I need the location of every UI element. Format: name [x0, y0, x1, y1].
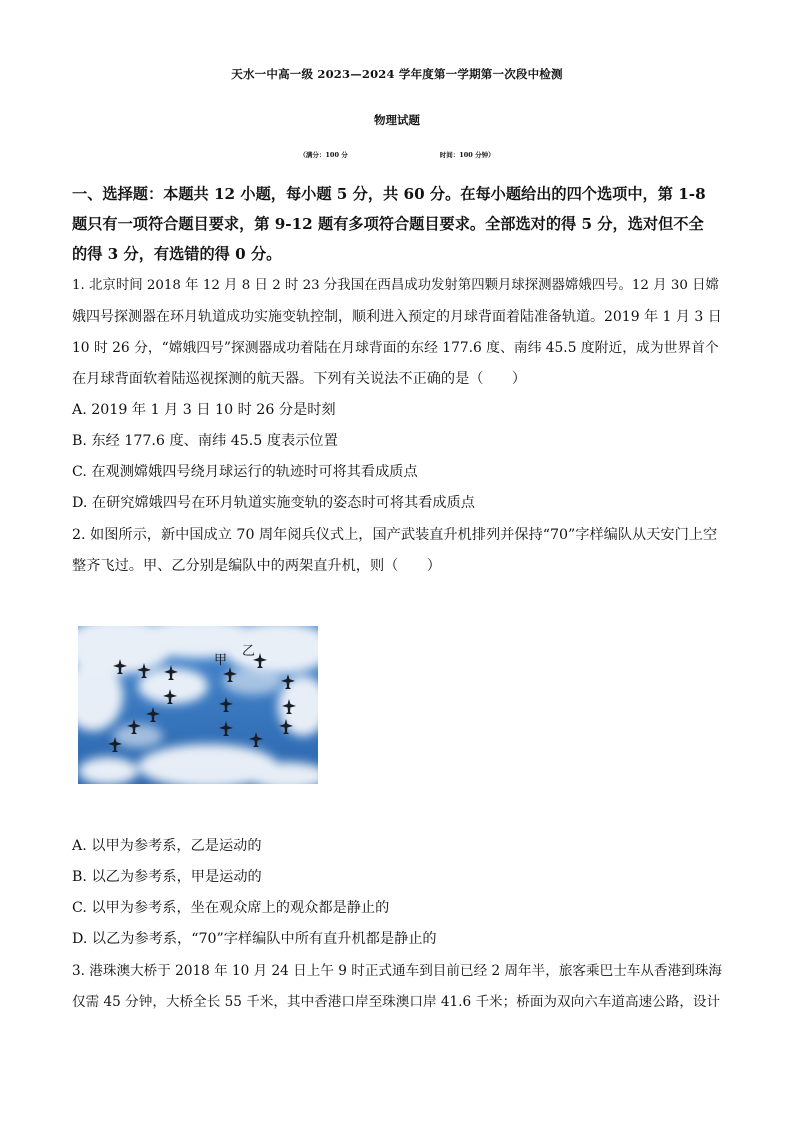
score-info: （满分：100 分 [299, 151, 348, 159]
q1-option-d: D. 在研究嫦娥四号在环月轨道实施变轨的姿态时可将其看成质点 [72, 495, 475, 511]
section-instruction-3: 的得 3 分，有选错的得 0 分。 [72, 245, 282, 263]
formation-figure [78, 626, 318, 784]
q2-stem-2: 整齐飞过。甲、乙分别是编队中的两架直升机，则（ ） [72, 558, 441, 574]
label-jia: 甲 [214, 653, 228, 668]
exam-title: 天水一中高一级 2023—2024 学年度第一学期第一次段中检测 [231, 67, 563, 81]
section-instruction-2: 题只有一项符合题目要求，第 9-12 题有多项符合题目要求。全部选对的得 5 分，选对但不全 [72, 215, 704, 233]
q2-option-d: D. 以乙为参考系，“70”字样编队中所有直升机都是静止的 [72, 931, 437, 947]
q2-option-c: C. 以甲为参考系，坐在观众席上的观众都是静止的 [72, 900, 390, 916]
q1-stem-3: 10 时 26 分，“嫦娥四号”探测器成功着陆在月球背面的东经 177.6 度、南纬 45.5 度附近，成为世界首个 [72, 340, 719, 356]
time-info: 时间：100 分钟） [439, 151, 495, 159]
q1-stem-4: 在月球背面软着陆巡视探测的航天器。下列有关说法不正确的是（ ） [72, 371, 527, 387]
q3-stem-1: 3. 港珠澳大桥于 2018 年 10 月 24 日上午 9 时正式通车到目前已经 2 周年半，旅客乘巴士车从香港到珠海 [72, 963, 722, 979]
q3-stem-2: 仅需 45 分钟，大桥全长 55 千米，其中香港口岸至珠澳口岸 41.6 千米；桥面为双向六车道高速公路，设计 [72, 994, 721, 1010]
exam-info [0, 150, 794, 159]
label-yi: 乙 [242, 644, 256, 659]
section-instruction-1: 一、选择题：本题共 12 小题，每小题 5 分，共 60 分。在每小题给出的四个选项中，第 1-8 [72, 185, 706, 203]
q1-stem-1: 1. 北京时间 2018 年 12 月 8 日 2 时 23 分我国在西昌成功发射第四颗月球探测器嫦娥四号。12 月 30 日嫦 [72, 278, 719, 293]
q2-option-a: A. 以甲为参考系，乙是运动的 [72, 838, 262, 854]
subject-title: 物理试题 [374, 113, 420, 127]
q1-option-a: A. 2019 年 1 月 3 日 10 时 26 分是时刻 [72, 402, 336, 418]
helicopter-formation-photo [78, 626, 318, 784]
q2-option-b: B. 以乙为参考系，甲是运动的 [72, 869, 262, 885]
q1-stem-2: 娥四号探测器在环月轨道成功实施变轨控制，顺利进入预定的月球背面着陆准备轨道。2019 年 1 月 3 日 [72, 309, 722, 325]
q1-option-c: C. 在观测嫦娥四号绕月球运行的轨迹时可将其看成质点 [72, 464, 418, 480]
q2-stem-1: 2. 如图所示，新中国成立 70 周年阅兵仪式上，国产武装直升机排列并保持“70”字样编队从天安门上空 [72, 527, 718, 543]
q1-option-b: B. 东经 177.6 度、南纬 45.5 度表示位置 [72, 433, 338, 449]
